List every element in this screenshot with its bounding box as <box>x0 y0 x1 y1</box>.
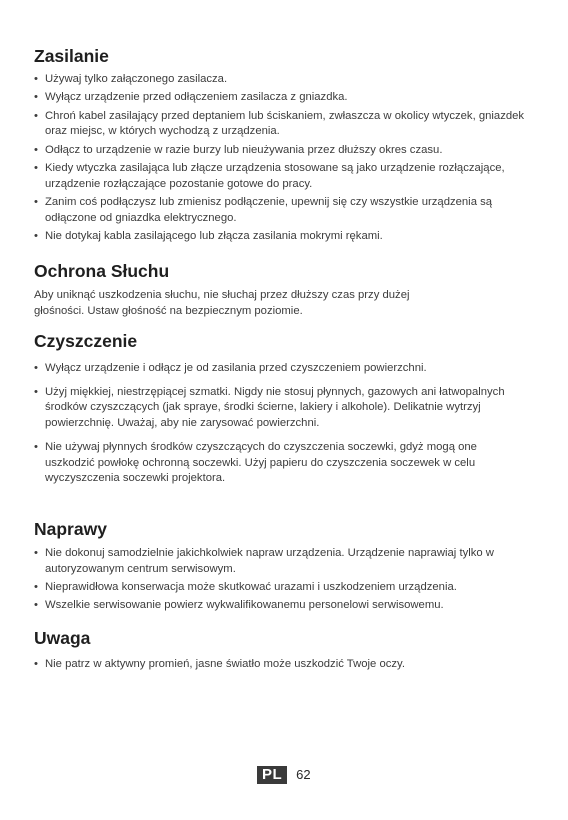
list-item: • Wszelkie serwisowanie powierz wykwalifikowanemu personelowi serwisowemu. <box>34 598 534 614</box>
section-title-power: Zasilanie <box>34 46 109 66</box>
section-repairs <box>34 517 534 617</box>
page-footer <box>257 766 311 784</box>
list-item: • Chroń kabel zasilający przed deptaniem lub ściskaniem, zwłaszcza w okolicy wtyczek, gniazdek oraz miejsc, w których wychodzą z urządzenia. <box>34 109 534 140</box>
bullet-list-cleaning <box>34 361 534 487</box>
list-item: • Używaj tylko załączonego zasilacza. <box>34 72 534 88</box>
list-item: • Nie używaj płynnych środków czyszczących do czyszczenia soczewki, gdyż mogą one uszkodzić powłokę ochronną soczewki. Użyj papieru do czyszczenia soczewek w celu wyczyszczenia soczewki projektora. <box>34 440 534 487</box>
list-item: • Nie dokonuj samodzielnie jakichkolwiek napraw urządzenia. Urządzenie naprawiaj tylko w autoryzowanym centrum serwisowym. <box>34 546 534 577</box>
section-cleaning <box>34 329 534 495</box>
list-item: • Użyj miękkiej, niestrzępiącej szmatki. Nigdy nie stosuj płynnych, gazowych ani łatwopalnych środków czyszczących (jak spraye, środki ścierne, lakiery i alkohole). Delikatnie wytrzyj powierzchnię. Uważaj, aby nie zarysować powierzchni. <box>34 385 534 432</box>
page-number: 62 <box>296 767 311 782</box>
section-caution <box>34 626 534 673</box>
section-title-repairs: Naprawy <box>34 519 107 539</box>
list-item: • Nieprawidłowa konserwacja może skutkować urazami i uszkodzeniem urządzenia. <box>34 580 534 596</box>
bullet-list-power <box>34 72 534 245</box>
section-power <box>34 44 534 248</box>
hearing-paragraph: Aby uniknąć uszkodzenia słuchu, nie słuchaj przez dłuższy czas przy dużej głośności. Ustaw głośność na bezpiecznym poziomie. <box>34 289 410 317</box>
bullet-list-repairs <box>34 546 534 614</box>
list-item: • Kiedy wtyczka zasilająca lub złącze urządzenia stosowane są jako urządzenie rozłączające, urządzenie rozłączające pozostanie gotowe do pracy. <box>34 161 534 192</box>
bullet-list-caution <box>34 657 534 673</box>
list-item: • Nie patrz w aktywny promień, jasne światło może uszkodzić Twoje oczy. <box>34 657 534 673</box>
section-title-cleaning: Czyszczenie <box>34 331 138 351</box>
list-item: • Odłącz to urządzenie w razie burzy lub nieużywania przez dłuższy okres czasu. <box>34 143 534 159</box>
list-item: • Wyłącz urządzenie i odłącz je od zasilania przed czyszczeniem powierzchni. <box>34 361 534 377</box>
section-title-hearing: Ochrona Słuchu <box>34 261 170 281</box>
list-item: • Wyłącz urządzenie przed odłączeniem zasilacza z gniazdka. <box>34 90 534 106</box>
list-item: • Nie dotykaj kabla zasilającego lub złącza zasilania mokrymi rękami. <box>34 229 534 245</box>
list-item: • Zanim coś podłączysz lub zmienisz podłączenie, upewnij się czy wszystkie urządzenia są odłączone od gniazdka elektrycznego. <box>34 195 534 226</box>
section-hearing-protection <box>34 259 534 319</box>
section-title-caution: Uwaga <box>34 628 91 648</box>
language-badge: PL <box>257 766 287 784</box>
